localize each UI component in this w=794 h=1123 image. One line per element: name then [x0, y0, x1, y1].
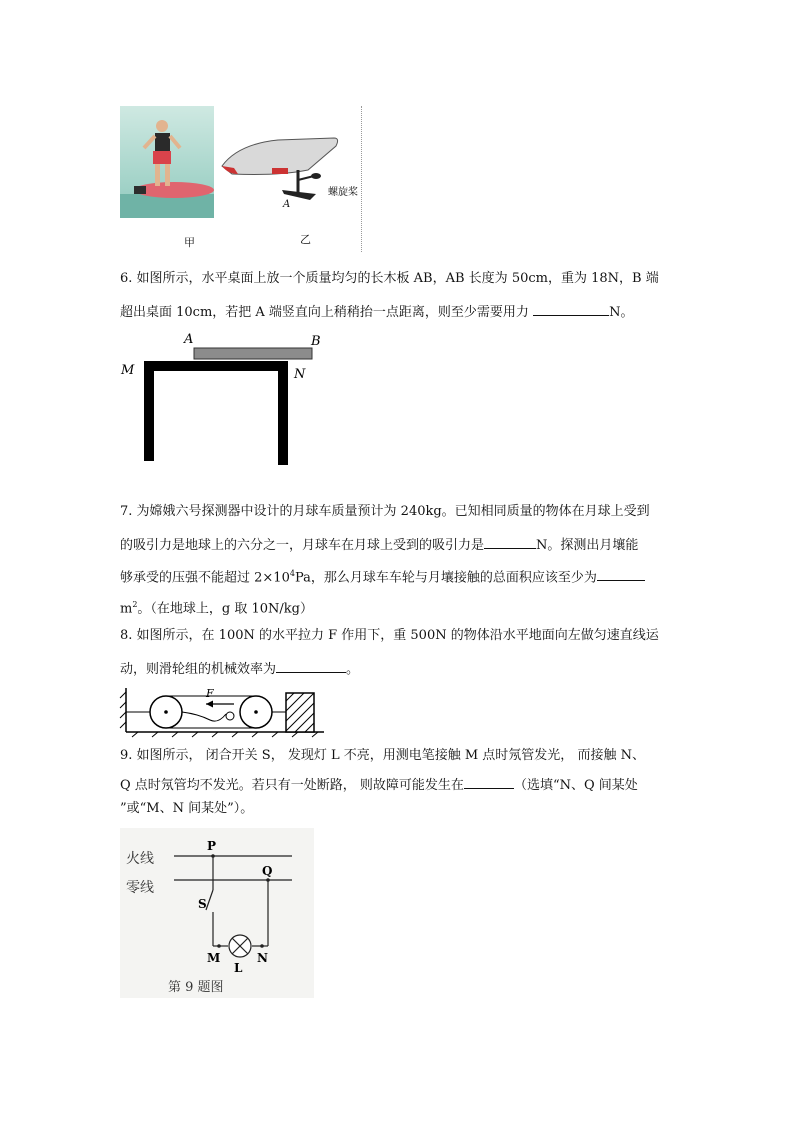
q9-line-3: ”或“M、N 间某处”）。: [120, 801, 254, 816]
q6-answer-blank[interactable]: [533, 301, 609, 316]
q8-figure: [118, 684, 330, 738]
fig5-divider: [361, 106, 362, 252]
circuit-diagram: [120, 828, 314, 998]
label-m: M: [121, 363, 135, 378]
label-b: B: [311, 334, 321, 349]
board-ab: [194, 348, 312, 359]
table-leg-right: [278, 361, 288, 465]
q7-answer-blank-1[interactable]: [484, 534, 536, 549]
label-q: Q: [262, 864, 273, 878]
switch-s: [206, 890, 213, 910]
q8-line-1: 8. 如图所示，在 100N 的水平拉力 F 作用下，重 500N 的物体沿水平地面向左做匀速直线运: [120, 628, 659, 643]
label-neutral: 零线: [126, 880, 154, 896]
fig5-label-propeller: 螺旋桨: [328, 187, 358, 198]
q7-text-pressure: 够承受的压强不能超过 2×10: [120, 570, 290, 586]
q6-line-1: 6. 如图所示，水平桌面上放一个质量均匀的长木板 AB，AB 长度为 50cm，重为 18N，B 端: [120, 271, 659, 286]
q6-figure: [118, 328, 328, 468]
label-l: L: [234, 961, 243, 975]
q6-text-post: N。: [609, 305, 634, 320]
q8-text-post: 。: [346, 662, 360, 677]
q9-figure: [120, 828, 314, 998]
q7-line-3: [120, 565, 645, 587]
q7-exponent-2: 2: [132, 600, 138, 609]
q7-text-pre: 的吸引力是地球上的六分之一，月球车在月球上受到的吸引力是: [120, 538, 485, 553]
fig5-label-yi: 乙: [300, 233, 311, 246]
q8-answer-blank[interactable]: [276, 658, 346, 673]
label-m: M: [207, 951, 221, 965]
q9-answer-blank[interactable]: [464, 774, 514, 789]
table-top: [144, 361, 288, 371]
label-s: S: [198, 897, 207, 911]
q9-text-pre: Q 点时氖管均不发光。若只有一处断路， 则故障可能发生在: [120, 778, 464, 793]
q6-text-pre: 超出桌面 10cm，若把 A 端竖直向上稍稍抬一点距离，则至少需要用力: [120, 305, 534, 320]
q7-line-2: [120, 534, 638, 555]
q7-text-post: N。探测出月壤能: [536, 538, 639, 553]
q7-answer-blank-2[interactable]: [597, 566, 645, 581]
q8-line-2: [120, 658, 359, 679]
q6-line-2: [120, 301, 633, 322]
fig5-label-jia: 甲: [184, 236, 195, 249]
person-on-surfboard-illustration: [120, 106, 214, 218]
q7-line-1: 7. 为嫦娥六号探测器中设计的月球车质量预计为 240kg。已知相同质量的物体在月球上受到: [120, 504, 650, 519]
pulley-system-diagram: [118, 684, 330, 738]
q9-line-2: [120, 774, 638, 795]
label-n: N: [257, 951, 268, 965]
q8-text-pre: 动，则滑轮组的机械效率为: [120, 662, 277, 677]
label-n: N: [294, 367, 306, 382]
q7-line-4: [120, 596, 313, 618]
q7-exponent-4: 4: [289, 569, 295, 578]
surfboard-hydrofoil-illustration: [218, 130, 364, 220]
q7-unit-m: m: [120, 601, 133, 617]
q9-text-post: （选填“N、Q 间某处: [513, 778, 638, 793]
table-board-diagram: [118, 328, 328, 468]
fig5-drawing-yi: [218, 130, 364, 220]
q9-line-1: 9. 如图所示， 闭合开关 S， 发现灯 L 不亮，用测电笔接触 M 点时氖管发光， 而接触 N、: [120, 748, 645, 763]
label-a: A: [184, 332, 194, 347]
label-f: F: [206, 687, 214, 700]
q7-text-g: 。（在地球上，g 取 10N/kg）: [137, 601, 314, 617]
figure-caption: 第 9 题图: [168, 980, 224, 995]
table-leg-left: [144, 361, 154, 461]
label-p: P: [207, 839, 217, 853]
fig5-photo-jia: [120, 106, 214, 218]
q7-text-area: Pa，那么月球车车轮与月壤接触的总面积应该至少为: [294, 570, 597, 586]
label-live: 火线: [126, 851, 154, 867]
fig5-label-a: A: [283, 199, 291, 210]
